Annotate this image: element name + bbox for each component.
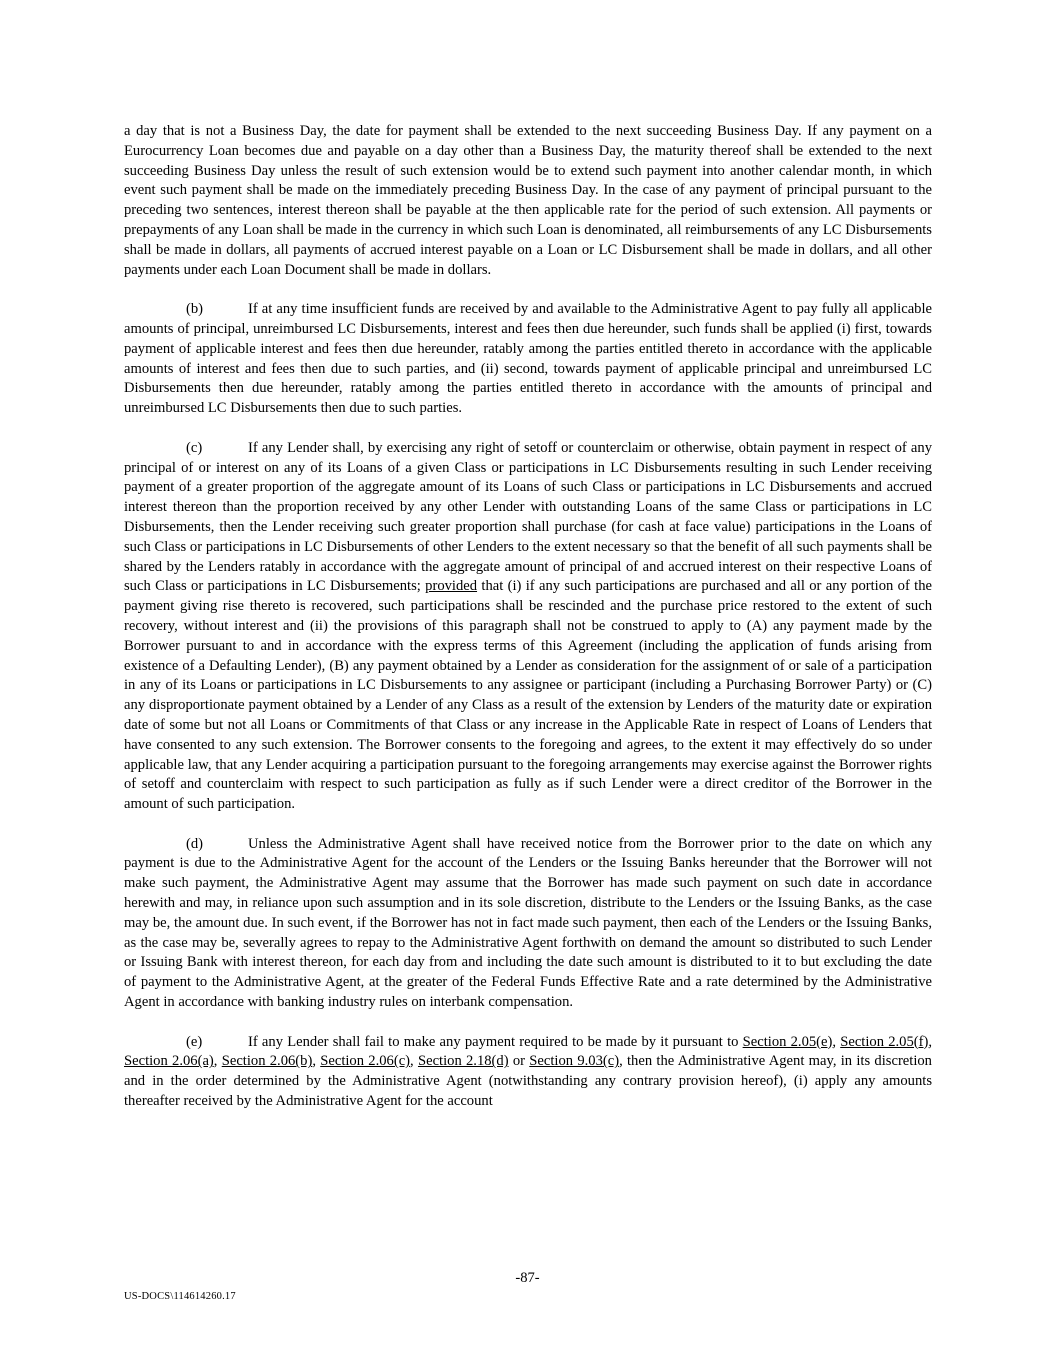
separator: , — [410, 1053, 418, 1070]
paragraph-e-text-b: , then the Administrative Agent may, in its discretion and in the order determined by the Administrative Agent (notwithstanding any contrary provision hereof), (i) apply any amounts thereafter received by the Administrative Agent for the account — [124, 1053, 932, 1110]
paragraph-d-label: (d) — [186, 835, 204, 852]
paragraph-e — [124, 1033, 932, 1112]
continuation-paragraph: a day that is not a Business Day, the date for payment shall be extended to the next succeeding Business Day. If any payment on a Eurocurrency Loan becomes due and payable on a day other than a Business Day, the maturity thereof shall be extended to the next succeeding Business Day unless the result of such extension would be to extend such payment into another calendar month, in which event such payment shall be made on the immediately preceding Business Day. In the case of any payment of principal pursuant to the preceding two sentences, interest thereon shall be payable at the then applicable rate for the period of such extension. All payments or prepayments of any Loan shall be made in the currency in which such Loan is denominated, all reimbursements of any LC Disbursements shall be made in dollars, all payments of accrued interest payable on a Loan or LC Disbursement shall be made in dollars, and all other payments under each Loan Document shall be made in dollars. — [124, 123, 932, 278]
section-ref-2-05-f: Section 2.05(f) — [840, 1033, 929, 1050]
paragraph-b-text: If at any time insufficient funds are received by and available to the Administrative Agent to pay fully all applicable amounts of principal, unreimbursed LC Disbursements, interest and fees then due hereunder, such funds shall be applied (i) first, towards payment of applicable interest and fees then due hereunder, ratably among the parties entitled thereto in accordance with the applicable amounts of interest and fees then due to such parties, and (ii) second, towards payment of applicable principal and unreimbursed LC Disbursements then due hereunder, ratably among the parties entitled thereto in accordance with the amounts of principal and unreimbursed LC Disbursements then due to such parties. — [124, 301, 932, 417]
paragraph-c-text-1: If any Lender shall, by exercising any right of setoff or counterclaim or otherwise, obtain payment in respect of any principal of or interest on any of its Loans of a given Class or participations in LC Disbursements resulting in such Lender receiving payment of a greater proportion of the aggregate amount of its Loans of such Class or participations in LC Disbursements and accrued interest thereon than the proportion received by any other Lender with outstanding Loans of the same Class or participations in LC Disbursements, then the Lender receiving such greater proportion shall purchase (for cash at face value) participations in the Loans of such Class or participations in LC Disbursements of other Lenders to the extent necessary so that the benefit of all such payments shall be shared by the Lenders ratably in accordance with the aggregate amount of principal of and accrued interest on their respective Loans of such Class or participations in LC Disbursements; — [124, 439, 932, 595]
section-ref-9-03-c: Section 9.03(c) — [529, 1053, 620, 1070]
paragraph-c-label: (c) — [186, 439, 203, 456]
document-body — [124, 122, 932, 1132]
page-number: -87- — [515, 1270, 540, 1286]
separator: , — [312, 1053, 321, 1070]
separator: or — [508, 1053, 530, 1070]
paragraph-e-text-a: If any Lender shall fail to make any payment required to be made by it pursuant to — [248, 1033, 743, 1050]
provided-term: provided — [425, 578, 478, 595]
paragraph-c — [124, 439, 932, 815]
section-ref-2-05-e: Section 2.05(e) — [742, 1033, 833, 1050]
paragraph-d — [124, 835, 932, 1013]
paragraph-b — [124, 300, 932, 419]
document-id: US-DOCS\114614260.17 — [124, 1291, 236, 1302]
section-ref-2-06-a: Section 2.06(a) — [124, 1053, 214, 1070]
paragraph-e-label: (e) — [186, 1033, 203, 1050]
separator: , — [928, 1033, 932, 1050]
paragraph-c-text-2: that (i) if any such participations are purchased and all or any portion of the payment giving rise thereto is recovered, such participations shall be rescinded and the purchase price restored to the extent of such recovery, without interest and (ii) the provisions of this paragraph shall not be construed to apply to (A) any payment made by the Borrower pursuant to and in accordance with the express terms of this Agreement (including the application of funds arising from existence of a Defaulting Lender), (B) any payment obtained by a Lender as consideration for the assignment of or sale of a participation in any of its Loans or participations in LC Disbursements to any assignee or participant (including a Purchasing Borrower Party) or (C) any disproportionate payment obtained by a Lender of any Class as a result of the extension by Lenders of the maturity date or expiration date of some but not all Loans or Commitments of that Class or any increase in the Applicable Rate in respect of Loans of Lenders that have consented to any such extension. The Borrower consents to the foregoing and agrees, to the extent it may effectively do so under applicable law, that any Lender acquiring a participation pursuant to the foregoing arrangements may exercise against the Borrower rights of setoff and counterclaim with respect to such participation as fully as if such Lender were a direct creditor of the Borrower in the amount of such participation. — [124, 578, 932, 813]
paragraph-b-label: (b) — [186, 301, 204, 318]
section-ref-2-06-c: Section 2.06(c) — [320, 1053, 411, 1070]
separator: , — [213, 1053, 222, 1070]
separator: , — [832, 1033, 841, 1050]
section-ref-2-06-b: Section 2.06(b) — [221, 1053, 313, 1070]
paragraph-d-text: Unless the Administrative Agent shall have received notice from the Borrower prior to the date on which any payment is due to the Administrative Agent for the account of the Lenders or the Issuing Banks hereunder that the Borrower will not make such payment, the Administrative Agent may assume that the Borrower has made such payment on such date in accordance herewith and may, in reliance upon such assumption and in its sole discretion, distribute to the Lenders or the Issuing Banks, as the case may be, the amount due. In such event, if the Borrower has not in fact made such payment, then each of the Lenders or the Issuing Banks, as the case may be, severally agrees to repay to the Administrative Agent forthwith on demand the amount so distributed to such Lender or Issuing Bank with interest thereon, for each day from and including the date such amount is distributed to it to but excluding the date of payment to the Administrative Agent, at the greater of the Federal Funds Effective Rate and a rate determined by the Administrative Agent in accordance with banking industry rules on interbank compensation. — [124, 835, 932, 1011]
section-ref-2-18-d: Section 2.18(d) — [417, 1053, 509, 1070]
